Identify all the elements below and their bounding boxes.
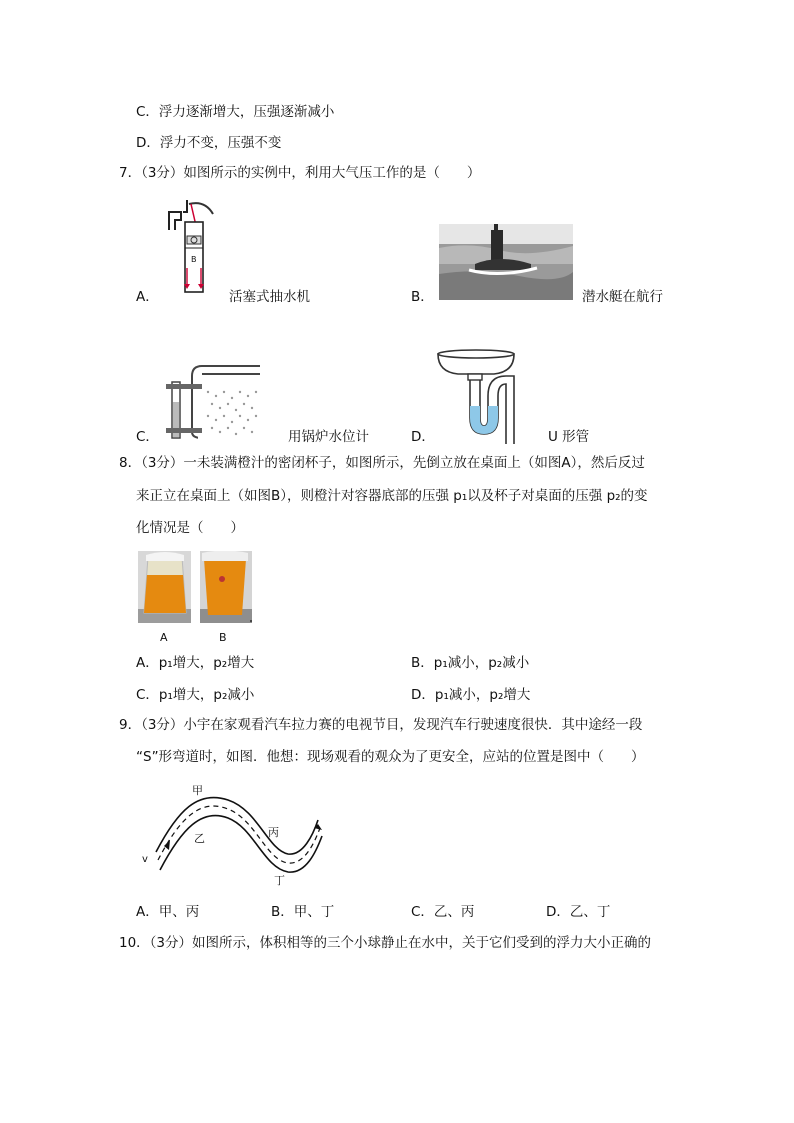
position-yi-label: 乙 [194,832,205,845]
q8-stem-line3: 化情况是（ ） [136,520,244,536]
position-jia-label: 甲 [192,784,203,797]
q9-option-d: D．乙、丁 [546,904,611,920]
q7-option-c-letter: C． [136,429,159,445]
s-curve-track-diagram [138,780,328,890]
q6-option-d: D．浮力不变，压强不变 [136,135,282,151]
q9-option-b: B．甲、丁 [271,904,335,920]
orange-juice-cups-photo [138,551,252,625]
q6-option-c: C．浮力逐渐增大，压强逐渐减小 [136,104,335,120]
q8-figure-a-label: A [160,631,168,644]
velocity-v-label: v [142,854,148,865]
u-trap-figure [436,348,516,444]
q7-option-a-letter: A． [136,289,159,305]
position-bing-label: 丙 [268,826,279,839]
q9-option-a: A．甲、丙 [136,904,200,920]
q7-option-d-letter: D． [411,429,435,445]
q9-option-c: C．乙、丙 [411,904,475,920]
q7-option-d-text: U 形管 [548,429,590,445]
q7-stem: 7．（3分）如图所示的实例中，利用大气压工作的是（ ） [119,165,481,181]
q9-stem-line2: “S”形弯道时，如图．他想：现场观看的观众为了更安全，应站的位置是图中（ ） [136,749,645,765]
submarine-photo [439,224,573,300]
position-ding-label: 丁 [274,874,285,887]
q7-option-b-letter: B． [411,289,434,305]
q8-option-b: B．p₁减小，p₂减小 [411,655,530,671]
q7-option-a-text: 活塞式抽水机 [229,289,310,305]
boiler-gauge-figure [162,362,262,444]
q8-option-d: D．p₁减小，p₂增大 [411,687,531,703]
pump-label-b: B [191,255,197,264]
piston-pump-figure [165,200,230,295]
q7-option-b-text: 潜水艇在航行 [582,289,663,305]
q10-stem-line1: 10．（3分）如图所示，体积相等的三个小球静止在水中，关于它们受到的浮力大小正确的 [119,935,652,951]
q8-stem-line1: 8．（3分）一未装满橙汁的密闭杯子，如图所示，先倒立放在桌面上（如图A），然后反过 [119,455,645,471]
q8-figure-b-label: B [219,631,227,644]
q8-stem-line2: 来正立在桌面上（如图B），则橙汁对容器底部的压强 p₁以及杯子对桌面的压强 p₂的变 [136,488,648,504]
q8-option-a: A．p₁增大，p₂增大 [136,655,255,671]
q9-stem-line1: 9．（3分）小宇在家观看汽车拉力赛的电视节目，发现汽车行驶速度很快．其中途经一段 [119,717,643,733]
q8-option-c: C．p₁增大，p₂减小 [136,687,255,703]
q7-option-c-text: 用锅炉水位计 [288,429,369,445]
